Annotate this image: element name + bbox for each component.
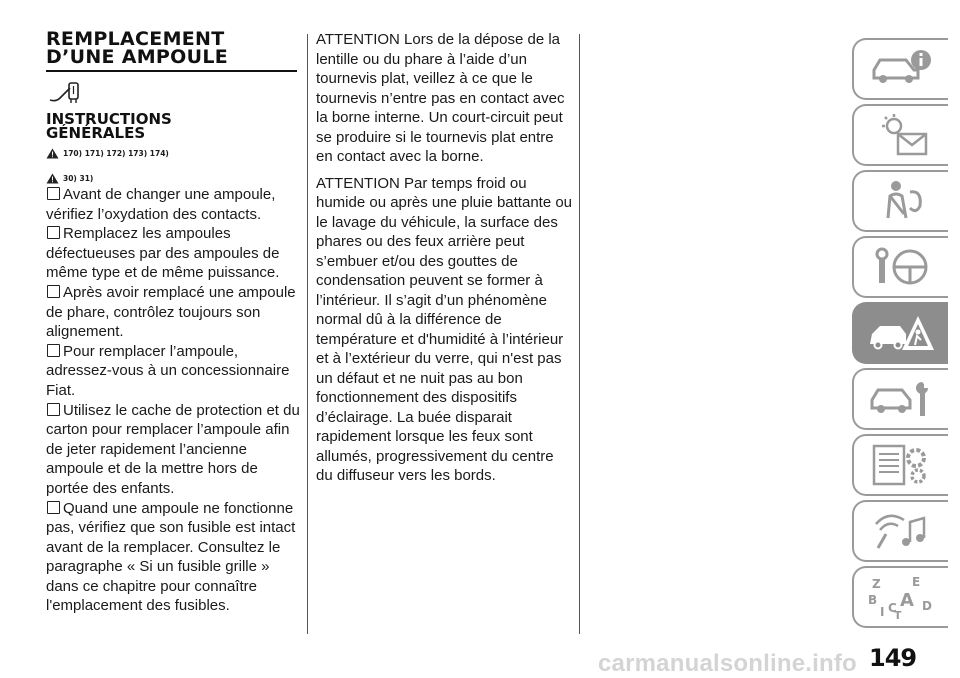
light-bulb-replace-icon [48,80,82,106]
svg-text:C: C [888,601,897,615]
chapter-tabs [852,38,950,632]
tab-emergency[interactable] [852,302,948,364]
column-divider-left [307,34,308,634]
checkbox-bullet-icon [47,501,60,514]
alphabetical-index-icon [866,574,936,620]
watermark: carmanualsonline.info [598,650,857,677]
warning-references [46,148,301,159]
attention-paragraph: ATTENTION Par temps froid ou humide ou après une pluie battante ou le lavage du véhicule, la surface des phares ou des feux arrière peut s’embuer et/ou des gouttes de condensation peuvent se former à l’intérieur. Il s’agit d’un phénomène normal dû à la différence de température et d'humidité à l’intérieur et à l’extérieur du verre, qui n'est pas un défaut et ne nuit pas au bon fonctionnement des dispositifs d’éclairage. La buée disparait rapidement lorsque les feux sont allumés, progressivement du centre du diffuseur vers les bords. [316,174,573,484]
warning-triangle-icon [46,148,59,159]
svg-text:B: B [868,593,878,607]
specs-gears-icon [866,442,936,488]
tab-maintenance[interactable] [852,368,948,430]
page-title-line2: D’UNE AMPOULE [46,46,229,68]
list-item: Après avoir remplacé une ampoule de phare, contrôlez toujours son alignement. [46,283,296,341]
section-subtitle-line1: INSTRUCTIONS [46,110,172,128]
car-emergency-icon [866,310,936,356]
column-divider-right [579,34,580,634]
instruction-list [46,185,301,616]
attention-paragraph: ATTENTION Lors de la dépose de la lentille ou du phare à l’aide d’un tournevis plat, veillez à ce que le tournevis n’entre pas en contact avec la borne interne. Un court-circuit peut se produire si le tournevis plat entre en contact avec la borne. [316,31,565,165]
page-title [46,30,301,66]
warning-reference-numbers: 170) 171) 172) 173) 174) [63,149,169,158]
svg-text:Z: Z [872,577,881,591]
tab-starting-driving[interactable] [852,236,948,298]
note-reference-numbers: 30) 31) [63,174,94,183]
checkbox-bullet-icon [47,344,60,357]
svg-text:D: D [922,599,932,613]
checkbox-bullet-icon [47,226,60,239]
list-item: Avant de changer une ampoule, vérifiez l’oxydation des contacts. [46,186,276,223]
car-info-icon [866,46,936,92]
middle-column [316,30,574,493]
tab-dashboard-lights[interactable] [852,104,948,166]
section-subtitle-line2: GÉNÉRALES [46,124,146,142]
checkbox-bullet-icon [47,403,60,416]
checkbox-bullet-icon [47,187,60,200]
list-item: Remplacez les ampoules défectueuses par des ampoules de même type et de même puissance. [46,225,280,282]
section-subtitle [46,112,301,140]
page-title-line1: REMPLACEMENT [46,28,225,50]
svg-text:T: T [894,609,902,620]
warning-lights-envelope-icon [866,112,936,158]
key-steering-wheel-icon [866,244,936,290]
note-references [46,173,301,184]
tab-multimedia[interactable] [852,500,948,562]
list-item: Quand une ampoule ne fonctionne pas, vérifiez que son fusible est intact avant de la remplacer. Consultez le paragraphe « Si un fusible grille » dans ce chapitre pour connaître l'emplacement des fusibles. [46,499,296,615]
car-wrench-icon [866,376,936,422]
seatbelt-airbag-icon [866,178,936,224]
note-triangle-icon [46,173,59,184]
tab-technical-data[interactable] [852,434,948,496]
left-column [46,30,301,616]
page-number: 149 [869,644,917,672]
tab-index[interactable] [852,566,948,628]
multimedia-music-icon [866,508,936,554]
tab-car-info[interactable] [852,38,948,100]
title-underline [46,70,297,72]
svg-text:E: E [912,575,921,589]
checkbox-bullet-icon [47,285,60,298]
svg-text:I: I [880,605,885,619]
list-item: Utilisez le cache de protection et du carton pour remplacer l’ampoule afin de jeter rapidement l’ancienne ampoule et de la mettre hors de portée des enfants. [46,401,300,497]
svg-text:A: A [900,590,914,611]
list-item: Pour remplacer l’ampoule, adressez-vous à un concessionnaire Fiat. [46,342,290,399]
tab-safety[interactable] [852,170,948,232]
